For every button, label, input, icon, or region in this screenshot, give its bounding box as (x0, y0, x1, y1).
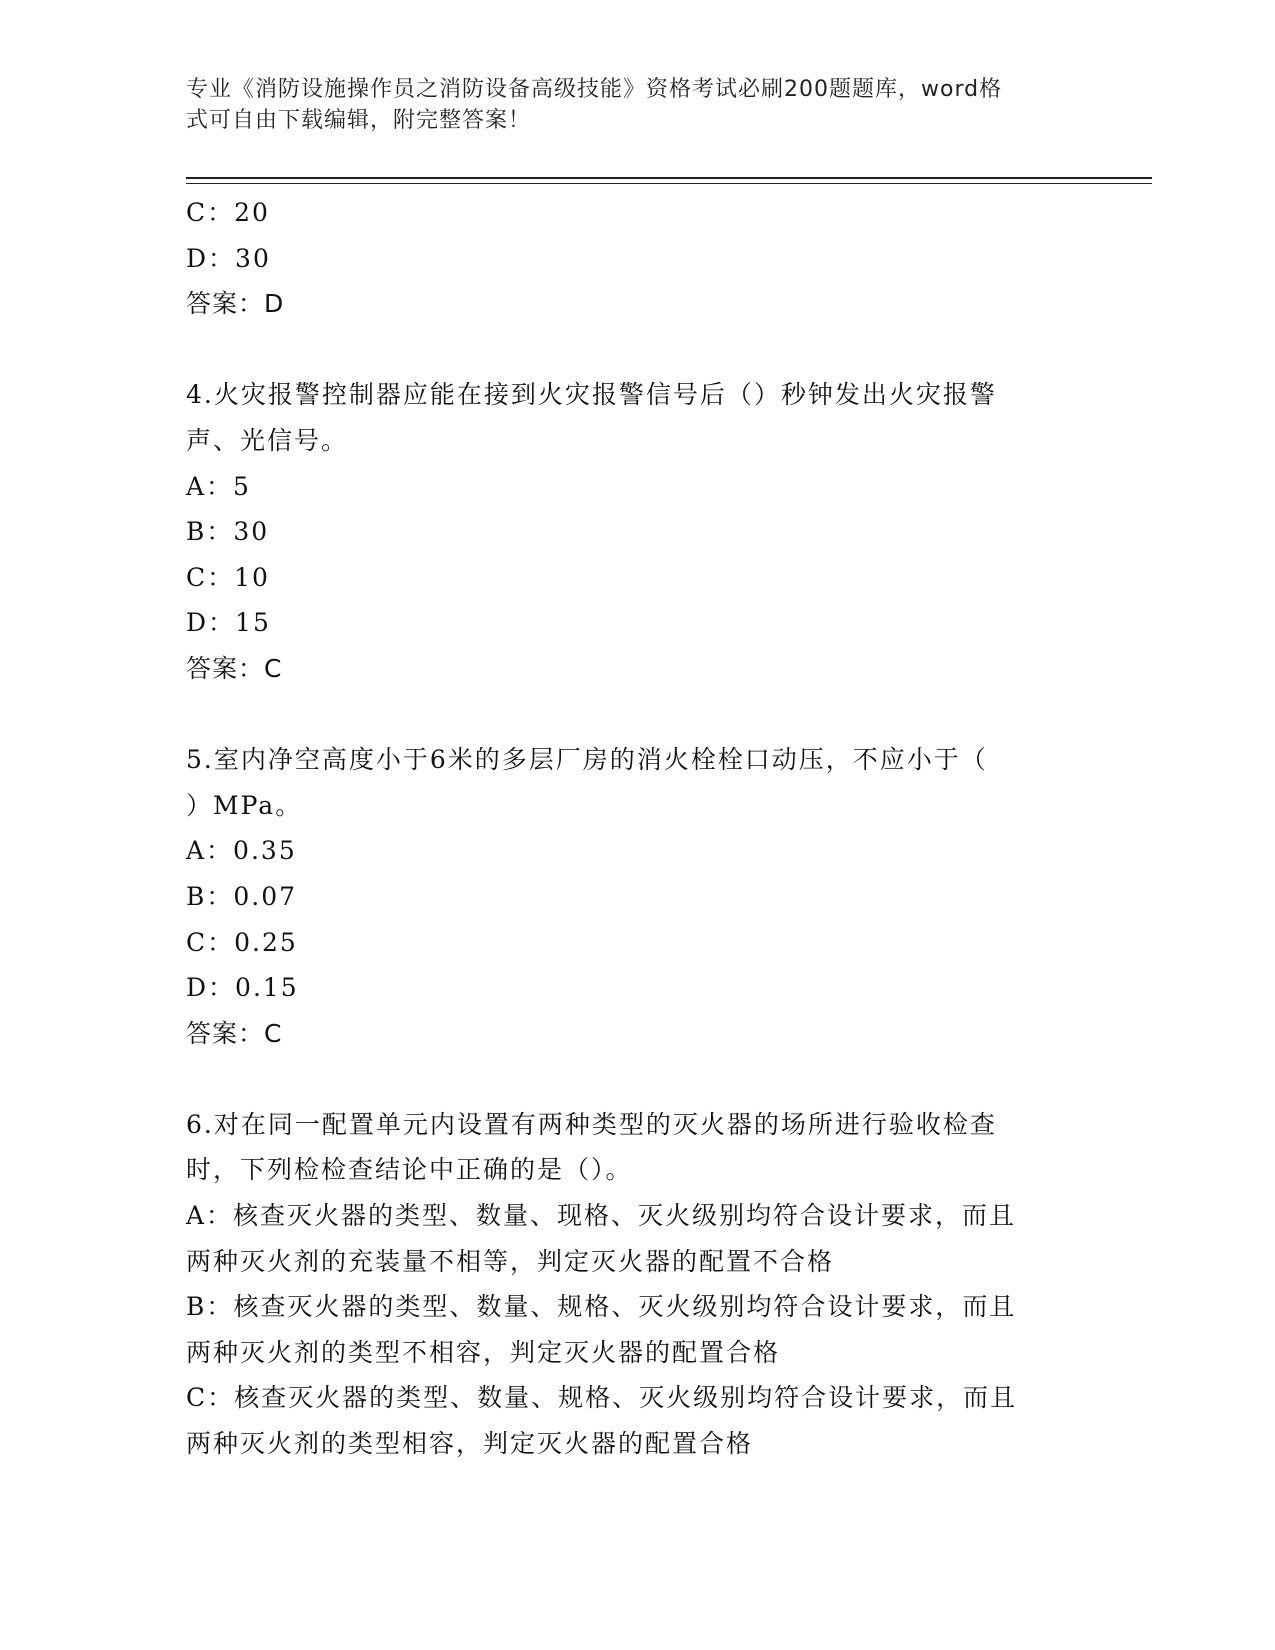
page-header (186, 74, 1086, 136)
option-d: D：0.15 (186, 973, 299, 1003)
header-line-1: 专业《消防设施操作员之消防设备高级技能》资格考试必刷200题题库，word格 (186, 77, 1003, 102)
option-d: D：15 (186, 608, 271, 638)
header-rule-thick (186, 177, 1152, 179)
option-c: C：核查灭火器的类型、数量、规格、灭火级别均符合设计要求，而且 (186, 1383, 1018, 1413)
question-text: 时，下列检检查结论中正确的是（）。 (186, 1155, 633, 1185)
option-b: B：0.07 (186, 881, 298, 911)
answer-line: 答案：C (186, 1018, 283, 1048)
option-c: C：0.25 (186, 927, 298, 957)
answer-line: 答案：C (186, 653, 283, 683)
question-text: ）MPa。 (186, 790, 303, 820)
option-c: C：20 (186, 198, 270, 227)
question-text: 5.室内净空高度小于6米的多层厂房的消火栓栓口动压，不应小于（ (186, 745, 988, 775)
option-b: B：核查灭火器的类型、数量、规格、灭火级别均符合设计要求，而且 (186, 1292, 1017, 1322)
question-text: 6.对在同一配置单元内设置有两种类型的灭火器的场所进行验收检查 (186, 1109, 997, 1139)
document-body (186, 190, 1086, 1467)
question-5 (186, 737, 1086, 1056)
question-text: 4.火灾报警控制器应能在接到火灾报警信号后（）秒钟发出火灾报警 (186, 380, 997, 410)
header-line-2: 式可自由下载编辑，附完整答案！ (186, 108, 532, 133)
header-rule-thin (186, 183, 1152, 184)
option-a-cont: 两种灭火剂的充装量不相等，判定灭火器的配置不合格 (186, 1246, 835, 1276)
option-b: B：30 (186, 517, 270, 547)
option-c: C：10 (186, 562, 270, 592)
option-a: A：核查灭火器的类型、数量、现格、灭火级别均符合设计要求，而且 (186, 1201, 1017, 1231)
question-6 (186, 1102, 1086, 1467)
option-c-cont: 两种灭火剂的类型相容，判定灭火器的配置合格 (186, 1429, 754, 1459)
question-3-tail (186, 190, 1086, 327)
option-d: D：30 (186, 243, 271, 273)
answer-line: 答案：D (186, 289, 285, 319)
option-a: A：0.35 (186, 836, 297, 866)
option-a: A：5 (186, 471, 251, 501)
question-text: 声、光信号。 (186, 425, 349, 455)
question-4 (186, 372, 1086, 691)
option-b-cont: 两种灭火剂的类型不相容，判定灭火器的配置合格 (186, 1337, 781, 1367)
